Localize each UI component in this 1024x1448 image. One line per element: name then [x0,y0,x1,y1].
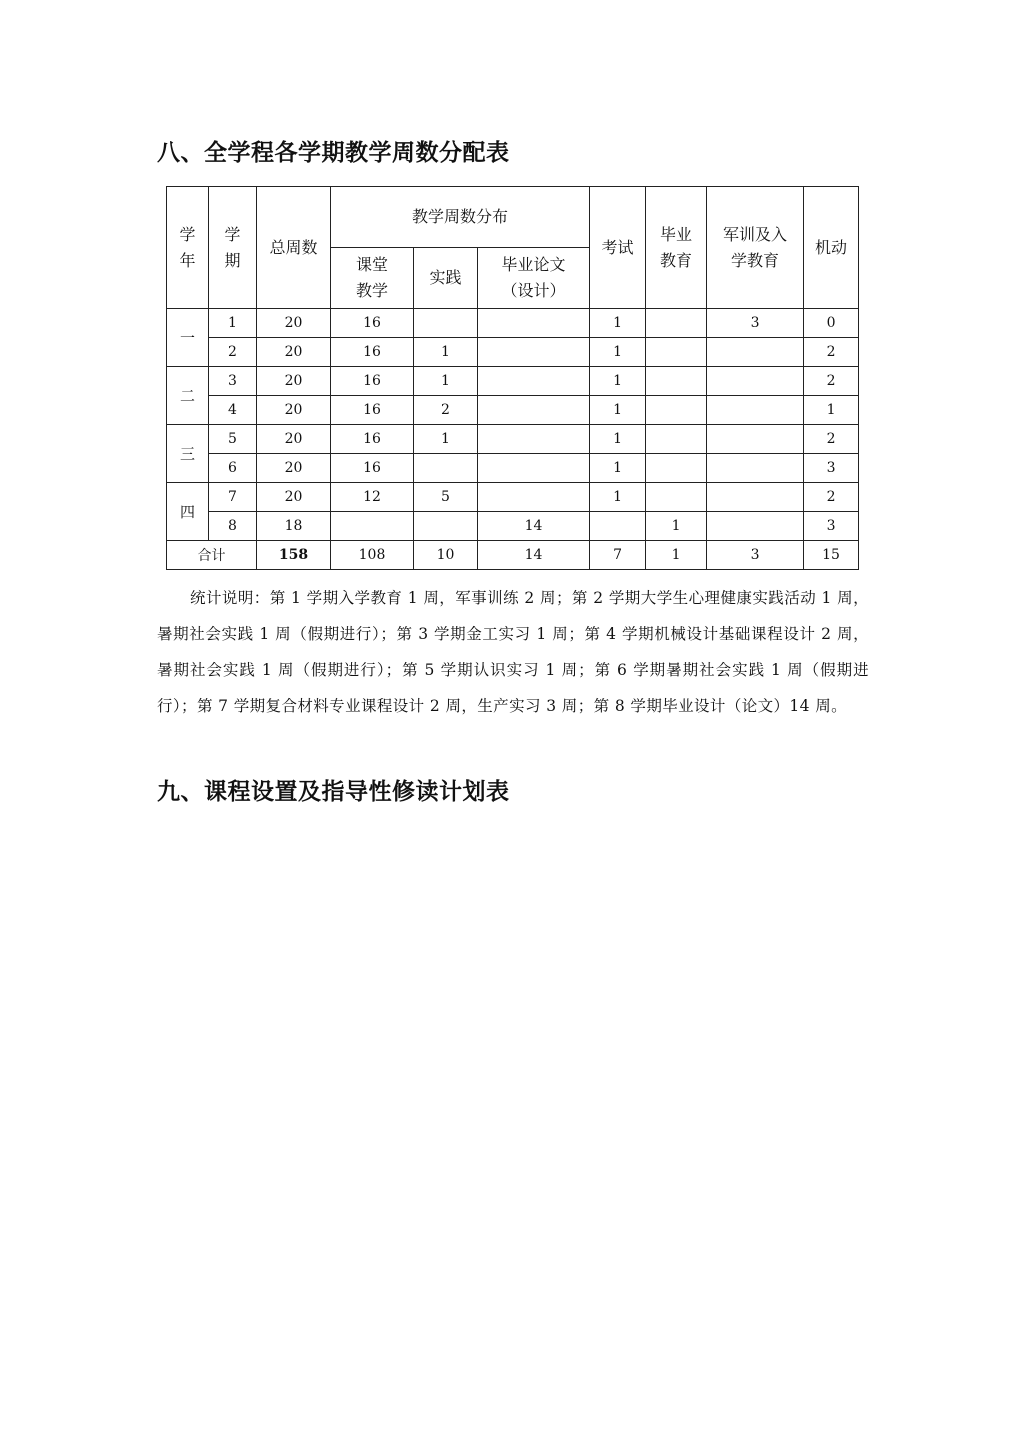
cell-practice: 5 [414,483,478,512]
cell-flex: 0 [804,309,859,338]
cell-thesis [478,309,590,338]
section-8-title: 八、全学程各学期教学周数分配表 [157,140,510,166]
total-cell-military: 3 [707,541,804,570]
total-cell-total: 158 [257,541,331,570]
cell-term: 6 [209,454,257,483]
cell-classroom: 16 [331,309,414,338]
cell-total: 20 [257,454,331,483]
cell-thesis [478,425,590,454]
table-row [167,367,859,396]
table-row [167,483,859,512]
cell-term: 7 [209,483,257,512]
cell-practice: 1 [414,338,478,367]
header-distribution: 教学周数分布 [331,187,590,248]
year-cell: 三 [167,425,209,483]
cell-term: 1 [209,309,257,338]
cell-military [707,483,804,512]
cell-flex: 2 [804,483,859,512]
cell-grad [646,367,707,396]
header-flexible: 机动 [804,187,859,309]
header-military-training: 军训及入学教育 [707,187,804,309]
header-thesis: 毕业论文（设计） [478,248,590,309]
cell-total: 20 [257,367,331,396]
cell-grad: 1 [646,512,707,541]
cell-military [707,512,804,541]
cell-classroom: 16 [331,367,414,396]
cell-exam: 1 [590,483,646,512]
total-label: 合计 [167,541,257,570]
cell-grad [646,425,707,454]
cell-military [707,425,804,454]
cell-total: 20 [257,338,331,367]
cell-term: 5 [209,425,257,454]
total-cell-thesis: 14 [478,541,590,570]
cell-flex: 3 [804,454,859,483]
header-total-weeks: 总周数 [257,187,331,309]
cell-military [707,338,804,367]
cell-total: 18 [257,512,331,541]
cell-military [707,396,804,425]
cell-classroom: 16 [331,338,414,367]
cell-practice [414,454,478,483]
cell-practice: 1 [414,367,478,396]
cell-military: 3 [707,309,804,338]
total-row [167,541,859,570]
section-9-title: 九、课程设置及指导性修读计划表 [157,779,510,805]
table-row [167,396,859,425]
cell-exam: 1 [590,425,646,454]
cell-thesis [478,483,590,512]
cell-grad [646,338,707,367]
cell-term: 3 [209,367,257,396]
cell-grad [646,454,707,483]
cell-term: 2 [209,338,257,367]
cell-thesis: 14 [478,512,590,541]
cell-flex: 2 [804,367,859,396]
cell-thesis [478,454,590,483]
cell-grad [646,309,707,338]
cell-total: 20 [257,425,331,454]
cell-flex: 2 [804,338,859,367]
cell-practice: 1 [414,425,478,454]
teaching-weeks-table [166,186,859,570]
cell-exam: 1 [590,309,646,338]
cell-exam: 1 [590,338,646,367]
cell-total: 20 [257,396,331,425]
cell-exam [590,512,646,541]
cell-flex: 2 [804,425,859,454]
header-exam: 考试 [590,187,646,309]
table-row [167,309,859,338]
cell-exam: 1 [590,396,646,425]
cell-classroom: 12 [331,483,414,512]
total-cell-exam: 7 [590,541,646,570]
total-cell-flex: 15 [804,541,859,570]
cell-military [707,367,804,396]
table-row [167,338,859,367]
header-graduation-education: 毕业教育 [646,187,707,309]
cell-total: 20 [257,309,331,338]
header-practice: 实践 [414,248,478,309]
cell-flex: 1 [804,396,859,425]
cell-thesis [478,396,590,425]
cell-practice: 2 [414,396,478,425]
cell-exam: 1 [590,367,646,396]
statistics-note: 统计说明：第 1 学期入学教育 1 周，军事训练 2 周；第 2 学期大学生心理健康实践活动 1 周，暑期社会实践 1 周（假期进行）；第 3 学期金工实习 1 周；第 4 学期机械设计基础课程设计 2 周，暑期社会实践 1 周（假期进行）；第 5 学期认识实习 1 周；第 6 学期暑期社会实践 1 周（假期进行）；第 7 学期复合材料专业课程设计 2 周，生产实习 3 周；第 8 学期毕业设计（论文）14 周。 [157,589,869,715]
cell-grad [646,483,707,512]
year-cell: 二 [167,367,209,425]
year-cell: 一 [167,309,209,367]
cell-practice [414,512,478,541]
cell-classroom: 16 [331,454,414,483]
header-classroom: 课堂教学 [331,248,414,309]
total-cell-practice: 10 [414,541,478,570]
cell-term: 4 [209,396,257,425]
cell-flex: 3 [804,512,859,541]
cell-total: 20 [257,483,331,512]
cell-thesis [478,367,590,396]
cell-practice [414,309,478,338]
cell-classroom [331,512,414,541]
total-cell-classroom: 108 [331,541,414,570]
cell-thesis [478,338,590,367]
table-row [167,454,859,483]
table-row [167,425,859,454]
cell-term: 8 [209,512,257,541]
year-cell: 四 [167,483,209,541]
header-term: 学期 [209,187,257,309]
cell-exam: 1 [590,454,646,483]
cell-classroom: 16 [331,425,414,454]
table-row [167,512,859,541]
total-cell-grad: 1 [646,541,707,570]
header-year: 学年 [167,187,209,309]
cell-grad [646,396,707,425]
cell-classroom: 16 [331,396,414,425]
cell-military [707,454,804,483]
